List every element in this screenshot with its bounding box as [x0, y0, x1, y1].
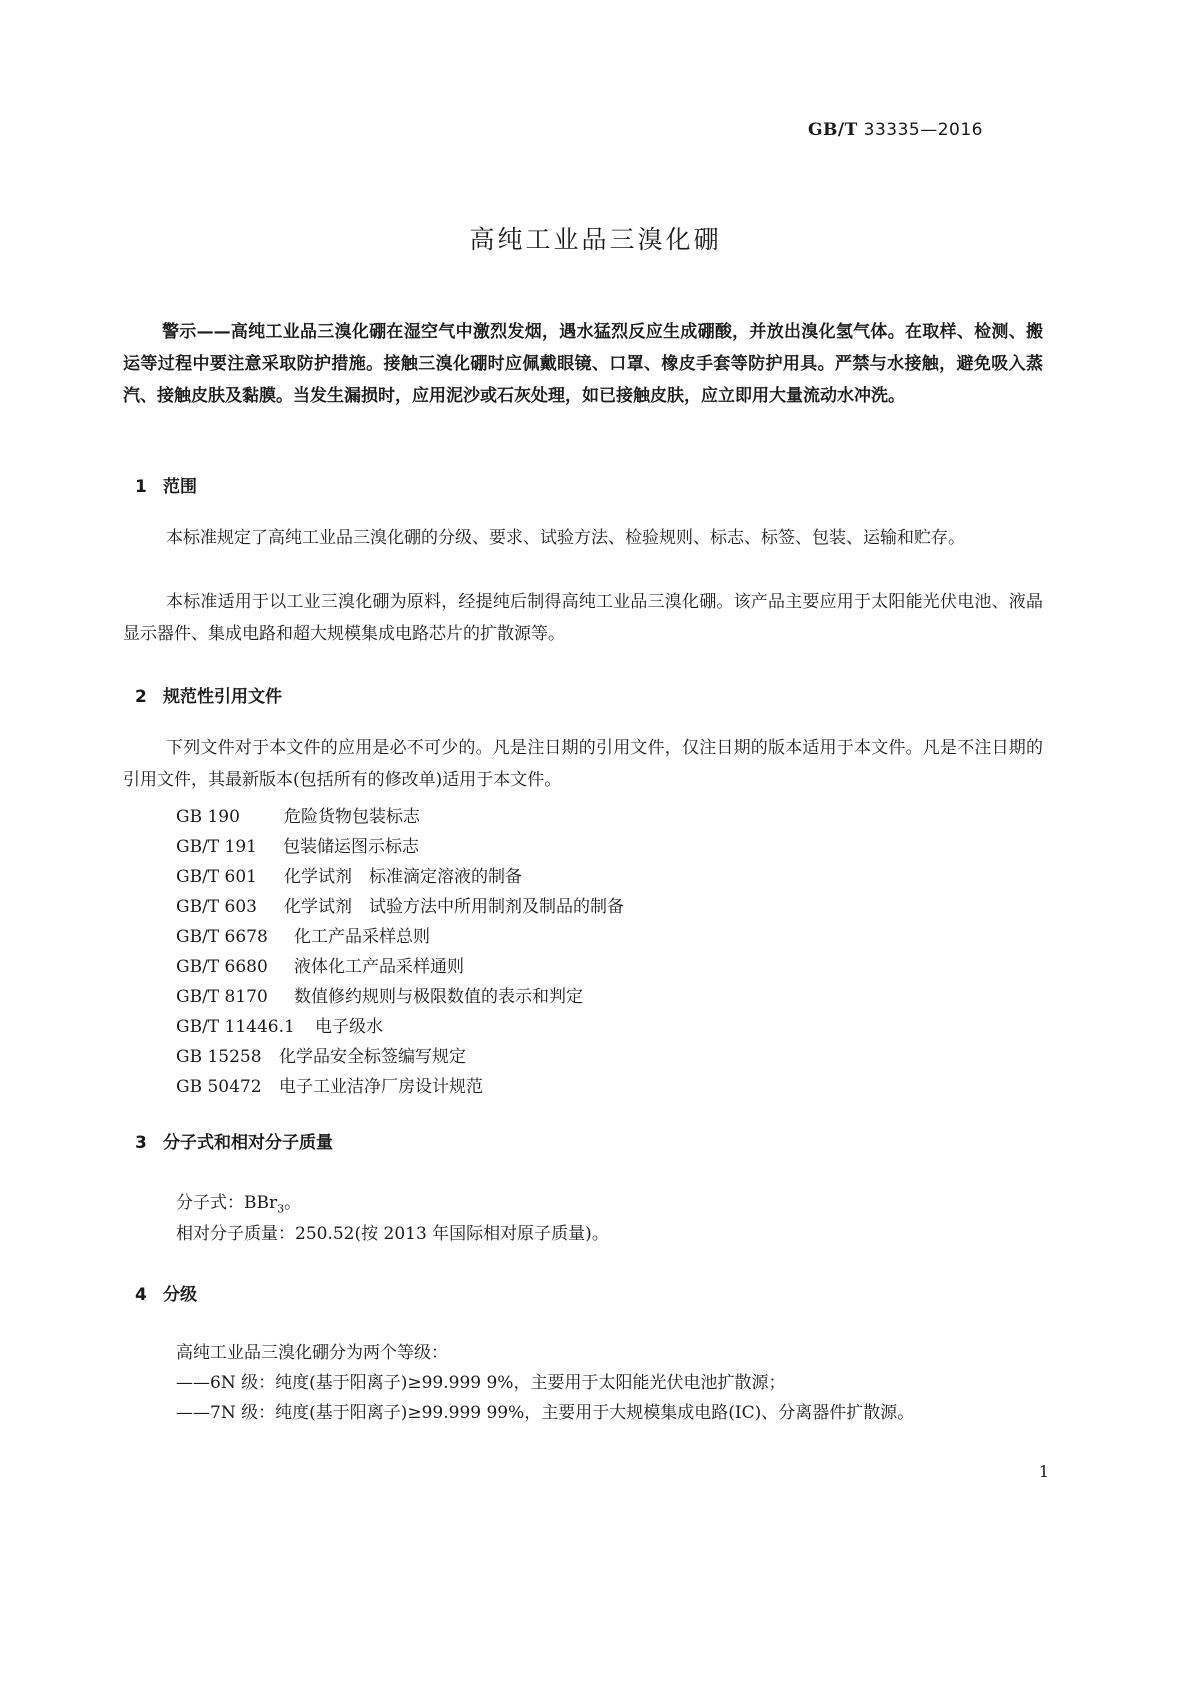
section-number: 3: [135, 1133, 147, 1153]
reference-item: [176, 1072, 483, 1097]
section-title: 分子式和相对分子质量: [163, 1133, 333, 1153]
reference-item: [176, 862, 522, 887]
scope-paragraph-1: 本标准规定了高纯工业品三溴化硼的分级、要求、试验方法、检验规则、标志、标签、包装、运输和贮存。: [166, 528, 965, 548]
reference-item: [176, 832, 419, 857]
section-1-heading: [135, 472, 197, 497]
formula-base: BBr: [244, 1193, 278, 1213]
reference-code: GB/T 603: [176, 897, 257, 917]
reference-code: GB/T 6678: [176, 927, 268, 947]
molecular-mass: 相对分子质量：250.52(按 2013 年国际相对原子质量)。: [176, 1224, 609, 1244]
reference-title: 化学试剂 试验方法中所用制剂及制品的制备: [284, 897, 624, 917]
reference-item: [176, 1012, 383, 1037]
standard-number: [808, 120, 983, 140]
reference-title: 包装储运图示标志: [283, 837, 419, 857]
reference-code: GB 15258: [176, 1047, 262, 1067]
page-title: 高纯工业品三溴化硼: [469, 225, 722, 254]
reference-title: 电子工业洁净厂房设计规范: [279, 1077, 483, 1097]
reference-code: GB/T 601: [176, 867, 257, 887]
standard-code: 33335—2016: [863, 120, 983, 140]
section-2-heading: [135, 682, 282, 707]
scope-paragraph-2: 本标准适用于以工业三溴化硼为原料，经提纯后制得高纯工业品三溴化硼。该产品主要应用于太阳能光伏电池、液晶显示器件、集成电路和超大规模集成电路芯片的扩散源等。: [123, 592, 1043, 644]
reference-item: [176, 1042, 466, 1067]
reference-code: GB/T 11446.1: [176, 1017, 295, 1037]
formula-end: 。: [284, 1193, 302, 1213]
grade-7n: ——7N 级：纯度(基于阳离子)≥99.999 99%，主要用于大规模集成电路(IC)、分离器件扩散源。: [176, 1403, 915, 1423]
reference-item: [176, 922, 430, 947]
reference-code: GB 50472: [176, 1077, 262, 1097]
reference-title: 化学品安全标签编写规定: [279, 1047, 466, 1067]
formula-label: 分子式：: [176, 1193, 244, 1213]
reference-code: GB/T 191: [176, 837, 257, 857]
reference-title: 数值修约规则与极限数值的表示和判定: [294, 987, 583, 1007]
reference-title: 危险货物包装标志: [284, 807, 420, 827]
reference-title: 液体化工产品采样通则: [294, 957, 464, 977]
reference-title: 化工产品采样总则: [294, 927, 430, 947]
reference-code: GB 190: [176, 807, 240, 827]
reference-code: GB/T 8170: [176, 987, 268, 1007]
reference-title: 化学试剂 标准滴定溶液的制备: [284, 867, 522, 887]
page-number: 1: [1038, 1462, 1049, 1481]
grade-6n: ——6N 级：纯度(基于阳离子)≥99.999 9%，主要用于太阳能光伏电池扩散源；: [176, 1373, 786, 1393]
grades-intro: 高纯工业品三溴化硼分为两个等级：: [176, 1343, 448, 1363]
section-3-heading: [135, 1128, 333, 1153]
standard-prefix: GB/T: [808, 120, 858, 140]
reference-item: [176, 982, 583, 1007]
reference-item: [176, 952, 464, 977]
section-title: 规范性引用文件: [163, 687, 282, 707]
reference-item: [176, 892, 624, 917]
reference-code: GB/T 6680: [176, 957, 268, 977]
molecular-formula: [176, 1188, 301, 1215]
reference-item: [176, 802, 420, 827]
warning-paragraph: 警示——高纯工业品三溴化硼在湿空气中激烈发烟，遇水猛烈反应生成硼酸，并放出溴化氢气体。在取样、检测、搬运等过程中要注意采取防护措施。接触三溴化硼时应佩戴眼镜、口罩、橡皮手套等防护用具。严禁与水接触，避免吸入蒸汽、接触皮肤及黏膜。当发生漏损时，应用泥沙或石灰处理，如已接触皮肤，应立即用大量流动水冲洗。: [123, 322, 1043, 406]
section-number: 4: [135, 1285, 147, 1305]
section-number: 1: [135, 477, 147, 497]
section-title: 分级: [163, 1285, 197, 1305]
references-intro: 下列文件对于本文件的应用是必不可少的。凡是注日期的引用文件，仅注日期的版本适用于本文件。凡是不注日期的引用文件，其最新版本(包括所有的修改单)适用于本文件。: [123, 738, 1043, 790]
reference-title: 电子级水: [315, 1017, 383, 1037]
section-4-heading: [135, 1280, 197, 1305]
section-title: 范围: [163, 477, 197, 497]
formula-subscript: 3: [277, 1202, 285, 1216]
section-number: 2: [135, 687, 147, 707]
